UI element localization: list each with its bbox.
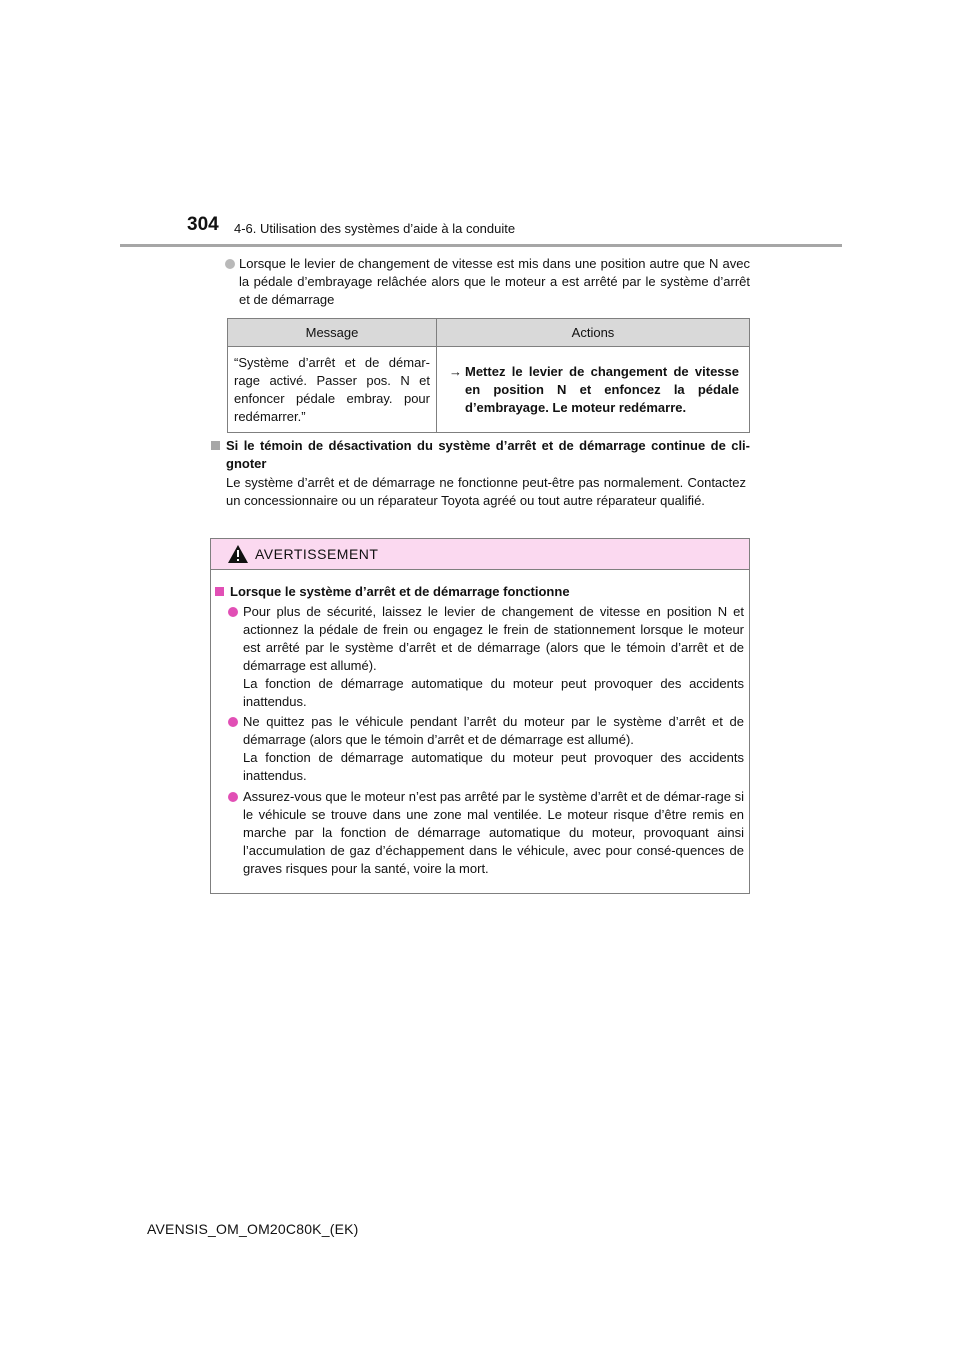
warning-heading-text: Lorsque le système d’arrêt et de démarrage fonctionne xyxy=(230,584,570,599)
warning-title: AVERTISSEMENT xyxy=(255,546,379,562)
footer-code: AVENSIS_OM_OM20C80K_(EK) xyxy=(147,1221,359,1237)
page-number: 304 xyxy=(187,214,219,235)
section-title: 4-6. Utilisation des systèmes d’aide à la conduite xyxy=(234,221,516,236)
warning-header xyxy=(211,539,749,570)
warning-item: Assurez-vous que le moteur n’est pas arrêté par le système d’arrêt et de démar-rage si le véhicule se trouve dans une zone mal ventilée. Le moteur risque d’être remis en marche par la fonction de démarrage automatique du moteur, provoquant ainsi l’accumulation de gaz d’échappement dans le véhicule, avec pour consé-quences de graves risques pour la santé, voire la mort. xyxy=(228,788,744,878)
section2-body: Le système d’arrêt et de démarrage ne fonctionne peut-être pas normalement. Contactez un concessionnaire ou un réparateur Toyota agréé ou tout autre réparateur qualifié. xyxy=(226,475,746,508)
table-header-actions: Actions xyxy=(437,319,750,347)
arrow-icon: → xyxy=(449,364,462,379)
pink-dot-icon xyxy=(228,607,238,617)
section2-heading-text: Si le témoin de désactivation du système d’arrêt et de démarrage continue de cli-gnoter xyxy=(226,438,750,471)
action-text: Mettez le levier de changement de vitesse en position N et enfoncez la pédale d’embrayage. Le moteur redémarre. xyxy=(465,364,739,415)
header-rule xyxy=(120,244,842,247)
warning-box xyxy=(210,538,750,894)
bullet-dot-icon xyxy=(225,259,235,269)
intro-bullet xyxy=(225,255,750,309)
table-row xyxy=(228,347,750,433)
pink-dot-icon xyxy=(228,717,238,727)
section-square-icon xyxy=(211,441,220,450)
table-header-message: Message xyxy=(228,319,437,347)
warning-triangle-icon xyxy=(227,544,249,564)
section2-heading xyxy=(211,437,750,473)
warning-heading xyxy=(215,583,740,601)
table-cell-message: “Système d’arrêt et de démar-rage activé. Passer pos. N et enfoncer pédale embray. pour redémarrer.” xyxy=(228,347,437,433)
warning-square-icon xyxy=(215,587,224,596)
warning-item: Pour plus de sécurité, laissez le levier de changement de vitesse en position N et actionnez la pédale de frein ou engagez le frein de stationnement lorsque le moteur est arrêté par le système d’arrêt et de démarrage (alors que le témoin d’arrêt et de démarrage est allumé). La fonction de démarrage automatique du moteur peut provoquer des accidents inattendus. xyxy=(228,603,744,711)
pink-dot-icon xyxy=(228,792,238,802)
table-cell-action xyxy=(437,347,750,433)
message-table xyxy=(227,318,750,433)
warning-item: Ne quittez pas le véhicule pendant l’arrêt du moteur par le système d’arrêt et de démarrage (alors que le témoin d’arrêt et de démarrage est allumé). La fonction de démarrage automatique du moteur peut provoquer des accidents inattendus. xyxy=(228,713,744,785)
intro-bullet-text: Lorsque le levier de changement de vitesse est mis dans une position autre que N avec la pédale d’embrayage relâchée alors que le moteur a est arrêté par le système d’arrêt et de démarrage xyxy=(239,256,750,307)
